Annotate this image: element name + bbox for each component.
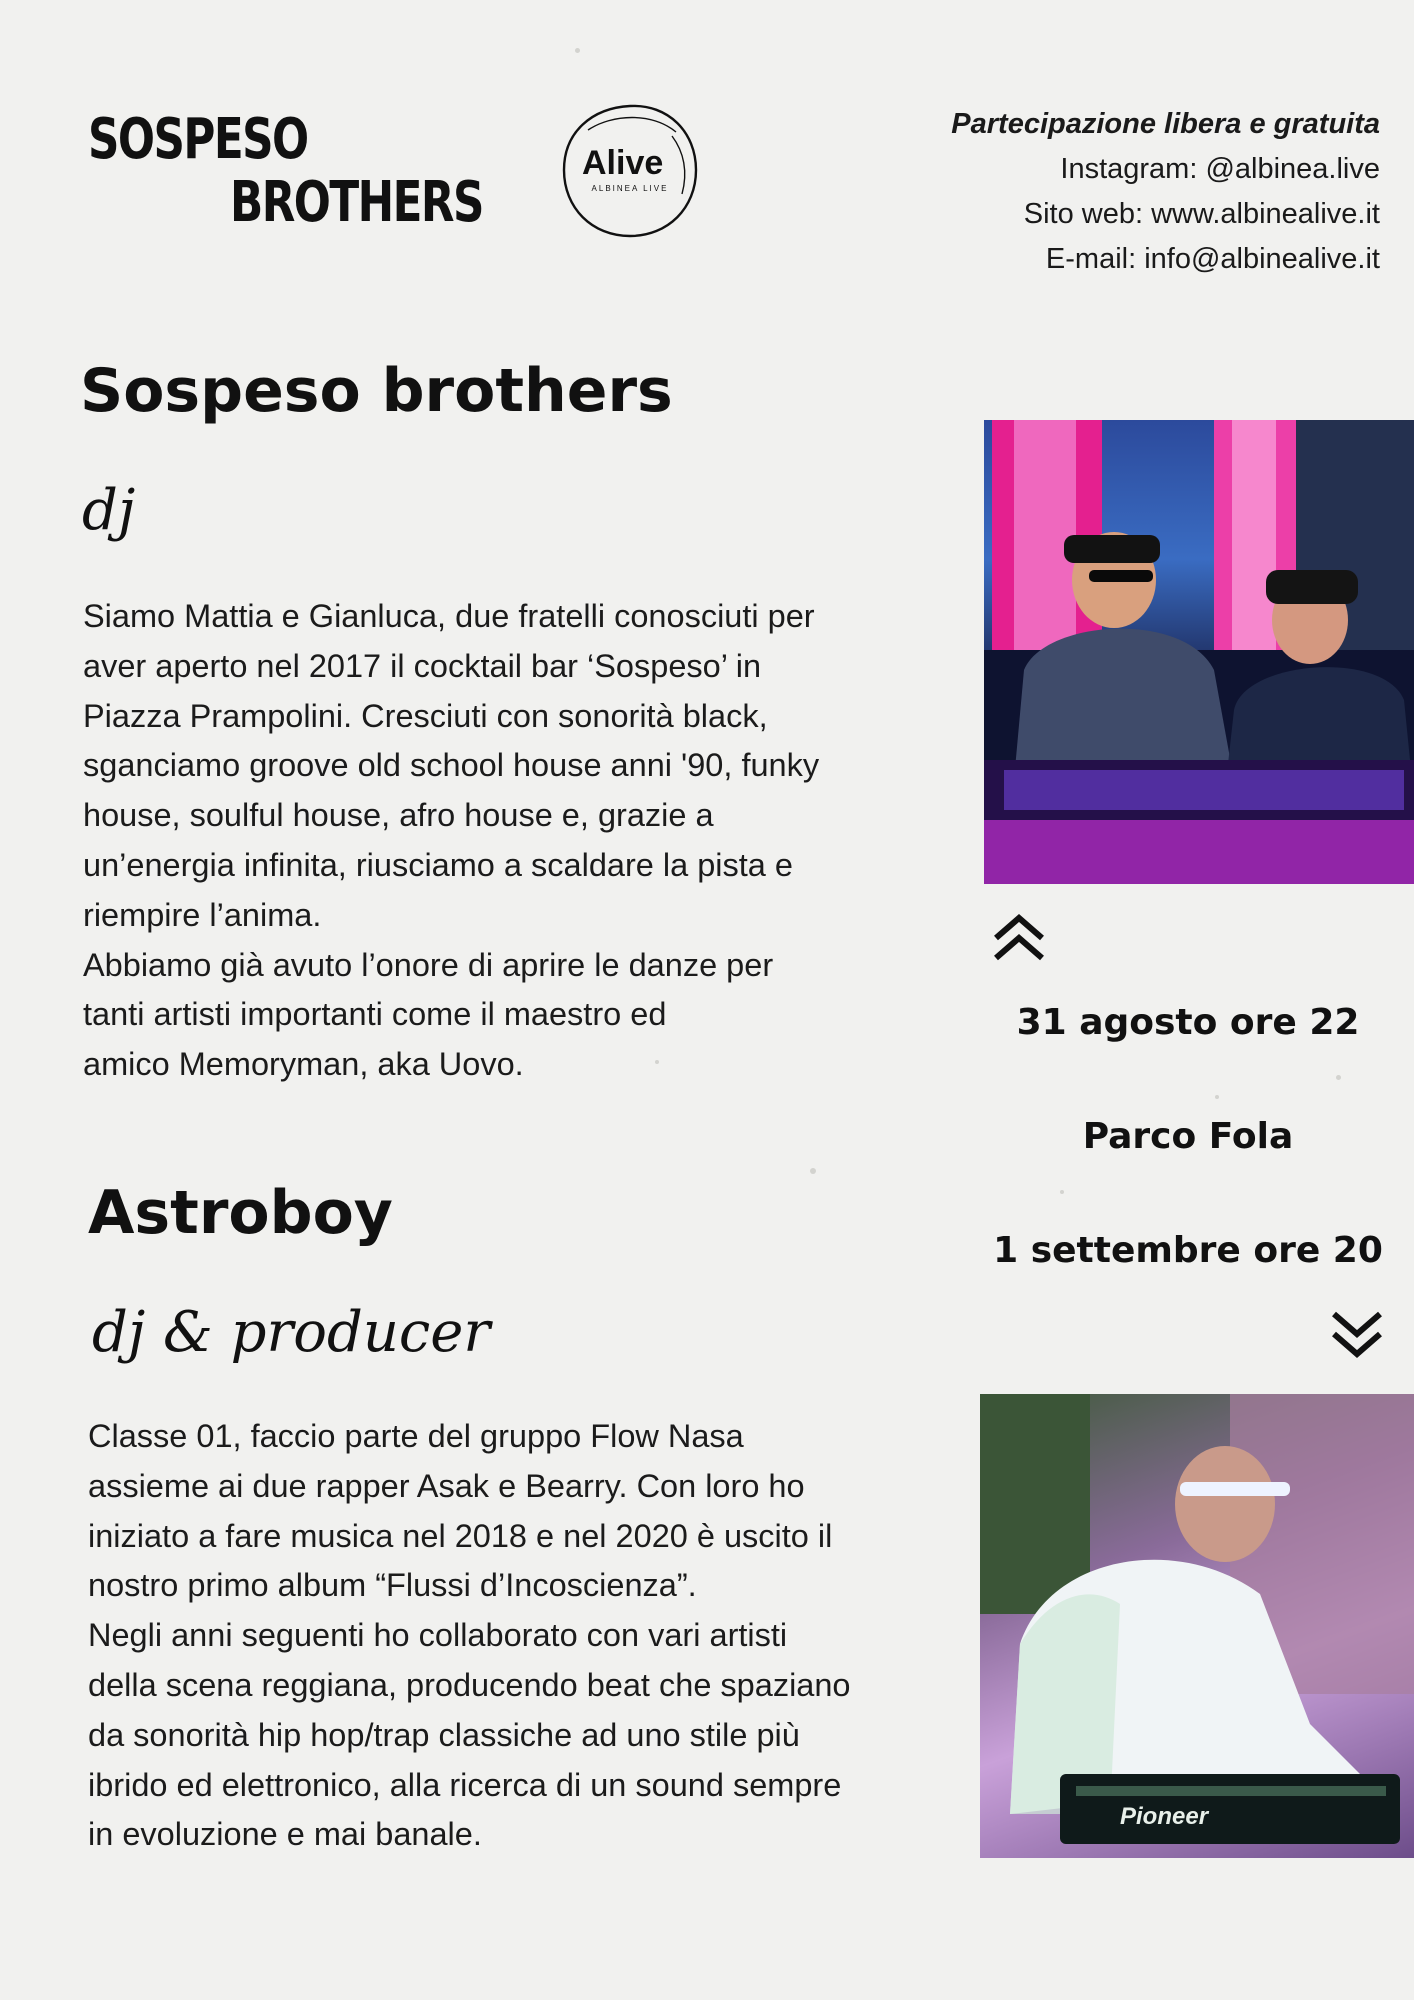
bio-line: della scena reggiana, producendo beat che spaziano (88, 1666, 851, 1703)
paper-speck (1336, 1075, 1341, 1080)
paper-speck (1215, 1095, 1219, 1099)
bio-line: Siamo Mattia e Gianluca, due fratelli conosciuti per (83, 598, 815, 634)
bio-line: amico Memoryman, aka Uovo. (83, 1046, 524, 1083)
email-contact: E-mail: info@albinealive.it (1045, 243, 1380, 275)
bio-line: Abbiamo già avuto l’onore di aprire le danze per (83, 946, 774, 983)
instagram-contact: Instagram: @albinea.live (1060, 153, 1380, 185)
bio-line: aver aperto nel 2017 il cocktail bar ‘Sospeso’ in (83, 647, 762, 684)
brand-title-line-2: BROTHERS (230, 170, 483, 235)
double-chevron-down-icon (1330, 1310, 1384, 1360)
dj-producer-illustration (980, 1394, 1414, 1858)
website-contact: Sito web: www.albinealive.it (1023, 198, 1380, 230)
bio-line: Classe 01, faccio parte del gruppo Flow Nasa (88, 1418, 744, 1454)
bio-line: assieme ai due rapper Asak e Bearry. Con loro ho (88, 1467, 805, 1504)
bio-line: nostro primo album “Flussi d’Incoscienza”. (88, 1567, 697, 1604)
event-info-block (951, 102, 1380, 282)
artist-name-astroboy: Astroboy (88, 1178, 393, 1248)
astroboy-photo (980, 1394, 1414, 1858)
paper-speck (575, 48, 580, 53)
bio-line: Piazza Prampolini. Cresciuti con sonorità black, (83, 697, 768, 734)
bio-line: tanti artisti importanti come il maestro ed (83, 996, 667, 1033)
pioneer-brand-text: Pioneer (1120, 1803, 1209, 1830)
bio-line: un’energia infinita, riusciamo a scaldare la pista e (83, 846, 793, 883)
artist-bio-sospeso (83, 592, 943, 1090)
paper-speck (810, 1168, 816, 1174)
bio-line: sganciamo groove old school house anni '90, funky (83, 747, 820, 784)
artist-bio-astroboy (88, 1412, 968, 1860)
alive-logo (560, 102, 700, 240)
bio-line: da sonorità hip hop/trap classiche ad uno stile più (88, 1716, 800, 1753)
bio-line: ibrido ed elettronico, alla ricerca di un sound sempre (88, 1766, 842, 1803)
event-place: Parco Fola (1082, 1116, 1294, 1157)
artist-role-astroboy: dj & producer (92, 1300, 491, 1365)
event-date-2: 1 settembre ore 20 (993, 1230, 1383, 1271)
free-entry-note: Partecipazione libera e gratuita (951, 108, 1380, 140)
logo-subtitle: ALBINEA LIVE (591, 184, 669, 193)
sospeso-brothers-photo (984, 420, 1414, 884)
artist-name-sospeso: Sospeso brothers (80, 356, 673, 426)
artist-role-sospeso: dj (82, 478, 136, 543)
dj-duo-illustration (984, 420, 1414, 884)
bio-line: Negli anni seguenti ho collaborato con vari artisti (88, 1617, 788, 1654)
bio-line: riempire l’anima. (83, 896, 322, 933)
logo-wordmark: Alive (582, 144, 664, 182)
bio-line: house, soulful house, afro house e, grazie a (83, 797, 714, 834)
event-date-1: 31 agosto ore 22 (1016, 1002, 1360, 1043)
bio-line: iniziato a fare musica nel 2018 e nel 2020 è uscito il (88, 1517, 833, 1554)
brand-title-line-1: SOSPESO (88, 107, 308, 172)
double-chevron-up-icon (992, 912, 1046, 962)
bio-line: in evoluzione e mai banale. (88, 1816, 482, 1853)
paper-speck (1060, 1190, 1064, 1194)
